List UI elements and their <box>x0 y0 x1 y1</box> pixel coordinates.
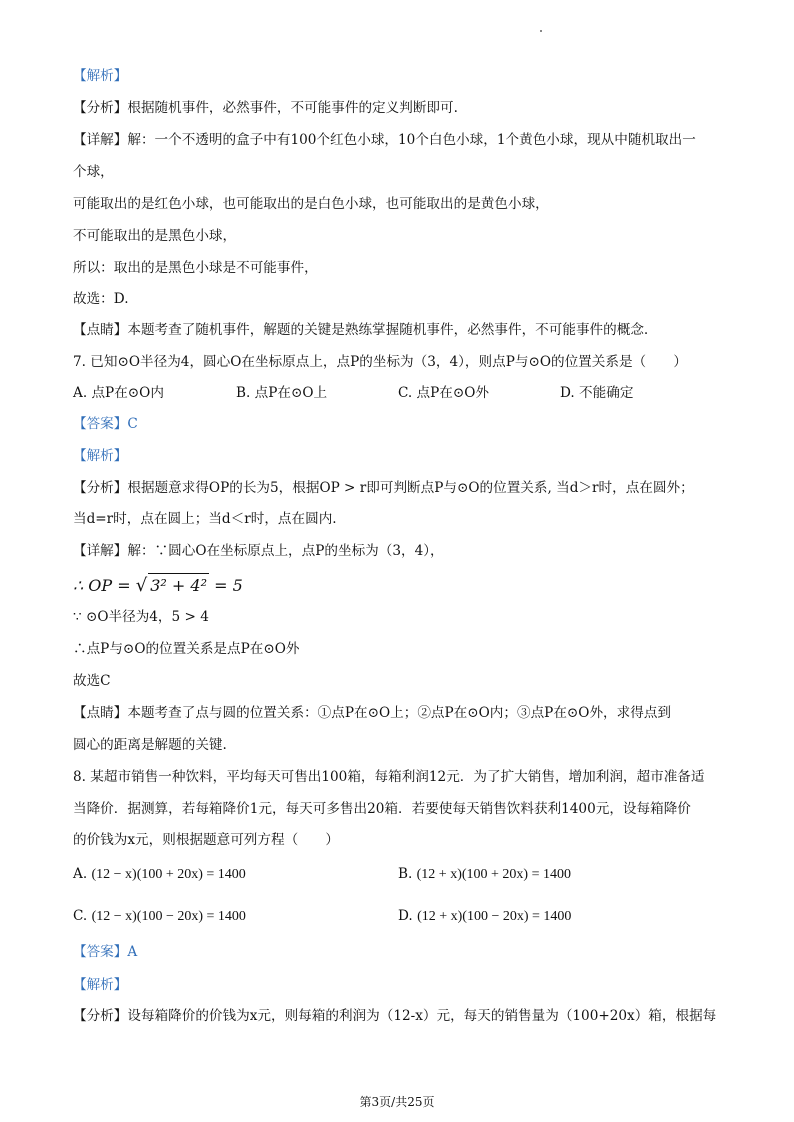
q7-comment-2: 圆心的距离是解题的关键. <box>73 737 227 753</box>
eq-prefix: ∴ OP = <box>73 576 136 595</box>
q8-option-d-label: D. <box>398 908 413 924</box>
comment-line: 【点睛】本题考查了随机事件，解题的关键是熟练掌握随机事件，必然事件，不可能事件的概念. <box>73 322 649 338</box>
detail-line-1: 【详解】解：一个不透明的盒子中有100个红色小球，10个白色小球，1个黄色小球，现从中随机取出一 <box>73 132 696 148</box>
detail-line-2: 个球， <box>73 164 114 180</box>
detail-line-4: 不可能取出的是黑色小球， <box>73 228 237 244</box>
q8-option-d-eq: (12 + x)(100 − 20x) = 1400 <box>417 909 572 924</box>
scan-dot <box>540 30 542 32</box>
question-8-line-3: 的价钱为x元，则根据题意可列方程（ ） <box>73 832 339 848</box>
analysis-line: 【分析】根据随机事件，必然事件，不可能事件的定义判断即可. <box>73 100 458 116</box>
q7-jiexi-tag: 【解析】 <box>73 448 128 464</box>
choice-line: 故选：D. <box>73 291 129 307</box>
q8-option-a-label: A. <box>73 866 88 882</box>
page-footer: 第3页/共25页 <box>359 1095 435 1109</box>
question-8-line-1: 8. 某超市销售一种饮料，平均每天可售出100箱，每箱利润12元．为了扩大销售，增加利润，超市准备适 <box>73 769 705 785</box>
question-7: 7. 已知⊙O半径为4，圆心O在坐标原点上，点P的坐标为（3，4），则点P与⊙O的位置关系是（ ） <box>73 354 687 370</box>
detail-line-5: 所以：取出的是黑色小球是不可能事件， <box>73 260 318 276</box>
q8-option-a <box>73 864 246 885</box>
q7-comment-1: 【点睛】本题考查了点与圆的位置关系：①点P在⊙O上；②点P在⊙O内；③点P在⊙O外，求得点到 <box>73 705 672 721</box>
section-tag-jiexi: 【解析】 <box>73 68 128 84</box>
q8-option-d <box>398 906 571 927</box>
q8-option-c <box>73 906 246 927</box>
q8-option-b <box>398 864 571 885</box>
q8-analysis: 【分析】设每箱降价的价钱为x元，则每箱的利润为（12-x）元，每天的销售量为（100+20x）箱，根据每 <box>73 1008 717 1024</box>
q8-option-c-eq: (12 − x)(100 − 20x) = 1400 <box>91 909 246 924</box>
q8-jiexi-tag: 【解析】 <box>73 977 128 993</box>
sqrt-icon: √ <box>135 575 148 596</box>
eq-radicand: 3² + 4² <box>148 573 209 598</box>
q8-option-b-eq: (12 + x)(100 + 20x) = 1400 <box>416 867 571 882</box>
q8-option-c-label: C. <box>73 908 88 924</box>
q8-option-a-eq: (12 − x)(100 + 20x) = 1400 <box>91 867 246 882</box>
q7-equation-3: ∴点P与⊙O的位置关系是点P在⊙O外 <box>73 641 300 657</box>
q7-option-c: C. 点P在⊙O外 <box>398 385 490 401</box>
q7-analysis-1: 【分析】根据题意求得OP的长为5，根据OP > r即可判断点P与⊙O的位置关系, 当d＞r时，点在圆外； <box>73 480 694 496</box>
q7-choice: 故选C <box>73 673 111 689</box>
q8-option-b-label: B. <box>398 866 413 882</box>
q7-analysis-2: 当d=r时，点在圆上；当d＜r时，点在圆内. <box>73 511 337 527</box>
eq-result: = 5 <box>208 576 243 595</box>
q7-answer: 【答案】C <box>73 416 138 432</box>
q7-option-b: B. 点P在⊙O上 <box>236 385 328 401</box>
q7-option-d: D. 不能确定 <box>560 385 634 401</box>
q7-equation-2: ∵ ⊙O半径为4，5 > 4 <box>73 609 209 625</box>
q8-answer: 【答案】A <box>73 944 138 960</box>
detail-line-3: 可能取出的是红色小球，也可能取出的是白色小球，也可能取出的是黄色小球， <box>73 196 549 212</box>
q7-option-a: A. 点P在⊙O内 <box>73 385 164 401</box>
question-8-line-2: 当降价．据测算，若每箱降价1元，每天可多售出20箱．若要使每天销售饮料获利1400元，设每箱降价 <box>73 801 691 817</box>
q7-detail: 【详解】解：∵圆心O在坐标原点上，点P的坐标为（3，4）， <box>73 543 444 559</box>
q7-equation-1 <box>73 573 243 599</box>
